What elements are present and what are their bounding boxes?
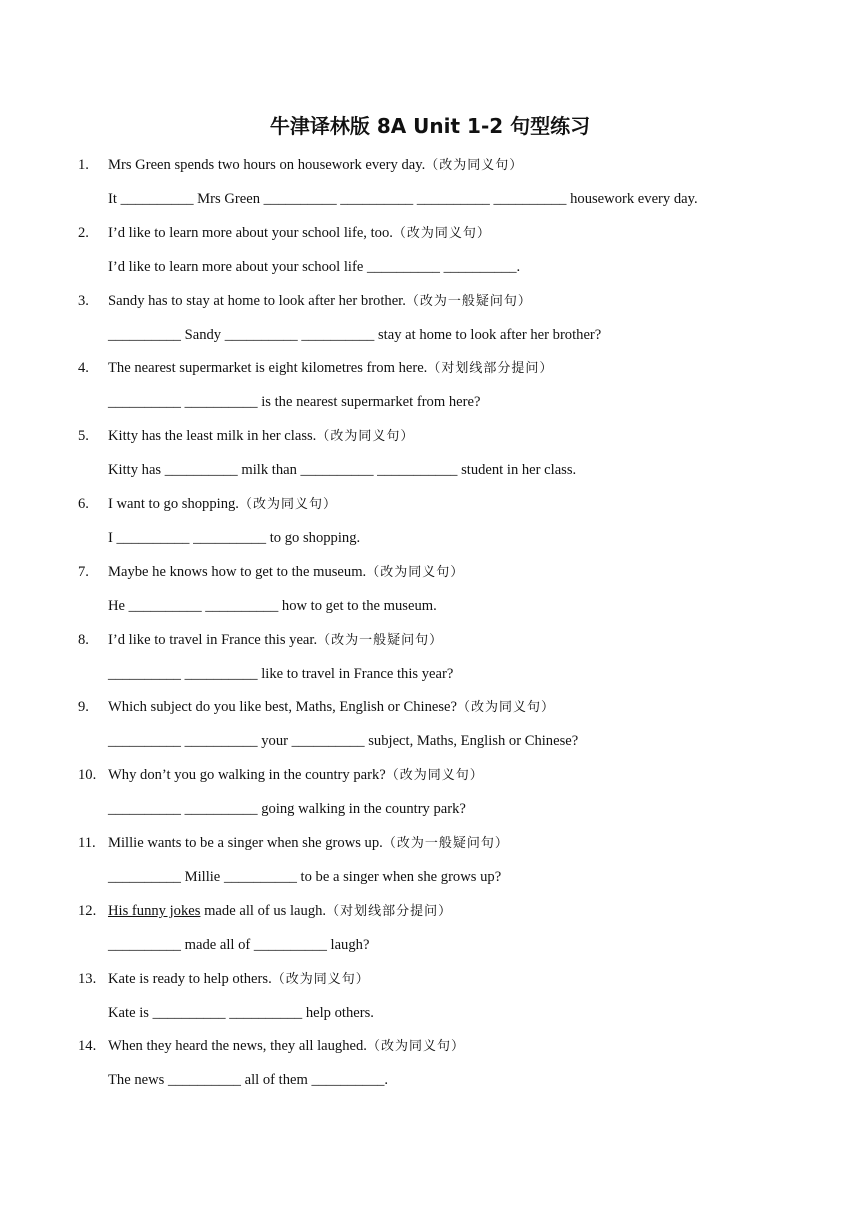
instruction-note: （改为同义句） bbox=[316, 429, 415, 445]
answer-line: I’d like to learn more about your school life __________ __________. bbox=[108, 258, 521, 275]
page-title: 牛津译林版 8A Unit 1-2 句型练习 bbox=[269, 114, 591, 138]
instruction-note: （对划线部分提问） bbox=[326, 903, 453, 919]
instruction-note: （对划线部分提问） bbox=[427, 361, 554, 377]
question-item bbox=[0, 289, 860, 357]
answer-line: __________ __________ your __________ subject, Maths, English or Chinese? bbox=[108, 733, 579, 750]
question-text: made all of us laugh. bbox=[200, 902, 327, 919]
question-item bbox=[0, 424, 860, 492]
question-list bbox=[0, 153, 860, 1102]
answer-line: __________ Millie __________ to be a singer when she grows up? bbox=[108, 868, 502, 885]
answer-line: Kitty has __________ milk than __________ ___________ student in her class. bbox=[108, 462, 577, 479]
instruction-note: （改为同义句） bbox=[271, 971, 370, 987]
question-number: 6. bbox=[78, 495, 89, 512]
question-sentence bbox=[108, 494, 337, 515]
question-sentence bbox=[108, 969, 370, 990]
question-text: Kitty has the least milk in her class. bbox=[108, 428, 317, 445]
answer-line: He __________ __________ how to get to the museum. bbox=[108, 597, 437, 614]
question-text: Mrs Green spends two hours on housework every day. bbox=[108, 157, 426, 173]
question-text: I’d like to learn more about your school life, too. bbox=[108, 224, 393, 241]
answer-line: The news __________ all of them __________. bbox=[108, 1072, 389, 1089]
answer-line: __________ __________ is the nearest supermarket from here? bbox=[108, 394, 481, 411]
question-number: 7. bbox=[78, 563, 89, 580]
question-item bbox=[0, 967, 860, 1035]
question-number: 2. bbox=[78, 224, 89, 241]
question-item bbox=[0, 560, 860, 628]
question-text: When they heard the news, they all laughed. bbox=[108, 1038, 367, 1055]
question-sentence bbox=[108, 223, 491, 244]
question-number: 13. bbox=[78, 970, 97, 987]
question-text: Millie wants to be a singer when she grows up. bbox=[108, 834, 383, 851]
question-sentence bbox=[108, 901, 452, 922]
instruction-note: （改为同义句） bbox=[425, 158, 524, 173]
question-text: Kate is ready to help others. bbox=[108, 970, 272, 987]
instruction-note: （改为同义句） bbox=[392, 225, 491, 241]
question-text: Which subject do you like best, Maths, English or Chinese? bbox=[108, 699, 457, 716]
question-sentence bbox=[108, 1036, 465, 1057]
underlined-phrase: His funny jokes bbox=[108, 902, 201, 919]
instruction-note: （改为同义句） bbox=[366, 1039, 465, 1055]
question-sentence bbox=[108, 426, 414, 447]
question-sentence bbox=[108, 765, 484, 786]
question-text: Why don’t you go walking in the country park? bbox=[108, 767, 386, 784]
question-sentence bbox=[108, 562, 464, 583]
question-item bbox=[0, 695, 860, 763]
question-sentence bbox=[108, 630, 443, 651]
question-item bbox=[0, 899, 860, 967]
question-item bbox=[0, 492, 860, 560]
question-text: I’d like to travel in France this year. bbox=[108, 631, 318, 648]
instruction-note: （改为一般疑问句） bbox=[382, 835, 509, 851]
question-item bbox=[0, 763, 860, 831]
instruction-note: （改为同义句） bbox=[238, 496, 337, 512]
question-item bbox=[0, 1034, 860, 1102]
question-item bbox=[0, 153, 860, 221]
question-number: 14. bbox=[78, 1038, 97, 1055]
question-number: 3. bbox=[78, 292, 89, 309]
answer-line: __________ __________ like to travel in France this year? bbox=[108, 665, 454, 682]
question-number: 10. bbox=[78, 767, 97, 784]
answer-line: __________ __________ going walking in the country park? bbox=[108, 801, 466, 818]
answer-line: It __________ Mrs Green __________ __________ __________ __________ housework every day. bbox=[108, 191, 698, 207]
question-number: 8. bbox=[78, 631, 89, 648]
instruction-note: （改为一般疑问句） bbox=[317, 632, 444, 648]
question-number: 9. bbox=[78, 699, 89, 716]
question-number: 12. bbox=[78, 902, 97, 919]
question-text: I want to go shopping. bbox=[108, 495, 239, 512]
question-text: Maybe he knows how to get to the museum. bbox=[108, 563, 367, 580]
question-item bbox=[0, 221, 860, 289]
instruction-note: （改为同义句） bbox=[385, 768, 484, 784]
question-text: Sandy has to stay at home to look after her brother. bbox=[108, 292, 406, 309]
answer-line: __________ Sandy __________ __________ stay at home to look after her brother? bbox=[108, 326, 602, 343]
question-number: 4. bbox=[78, 360, 89, 377]
instruction-note: （改为一般疑问句） bbox=[405, 293, 532, 309]
question-sentence bbox=[108, 155, 523, 176]
question-number: 11. bbox=[78, 834, 96, 851]
question-item bbox=[0, 356, 860, 424]
answer-line: I __________ __________ to go shopping. bbox=[108, 529, 361, 546]
instruction-note: （改为同义句） bbox=[456, 700, 555, 716]
question-number: 5. bbox=[78, 428, 89, 445]
answer-line: __________ made all of __________ laugh? bbox=[108, 936, 370, 953]
question-sentence bbox=[108, 358, 553, 379]
question-sentence bbox=[108, 291, 532, 312]
question-item bbox=[0, 831, 860, 899]
question-sentence bbox=[108, 697, 555, 718]
question-number: 1. bbox=[78, 157, 89, 173]
question-item bbox=[0, 628, 860, 696]
instruction-note: （改为同义句） bbox=[366, 564, 465, 580]
answer-line: Kate is __________ __________ help others. bbox=[108, 1004, 374, 1021]
question-sentence bbox=[108, 833, 509, 854]
question-text: The nearest supermarket is eight kilometres from here. bbox=[108, 360, 428, 377]
